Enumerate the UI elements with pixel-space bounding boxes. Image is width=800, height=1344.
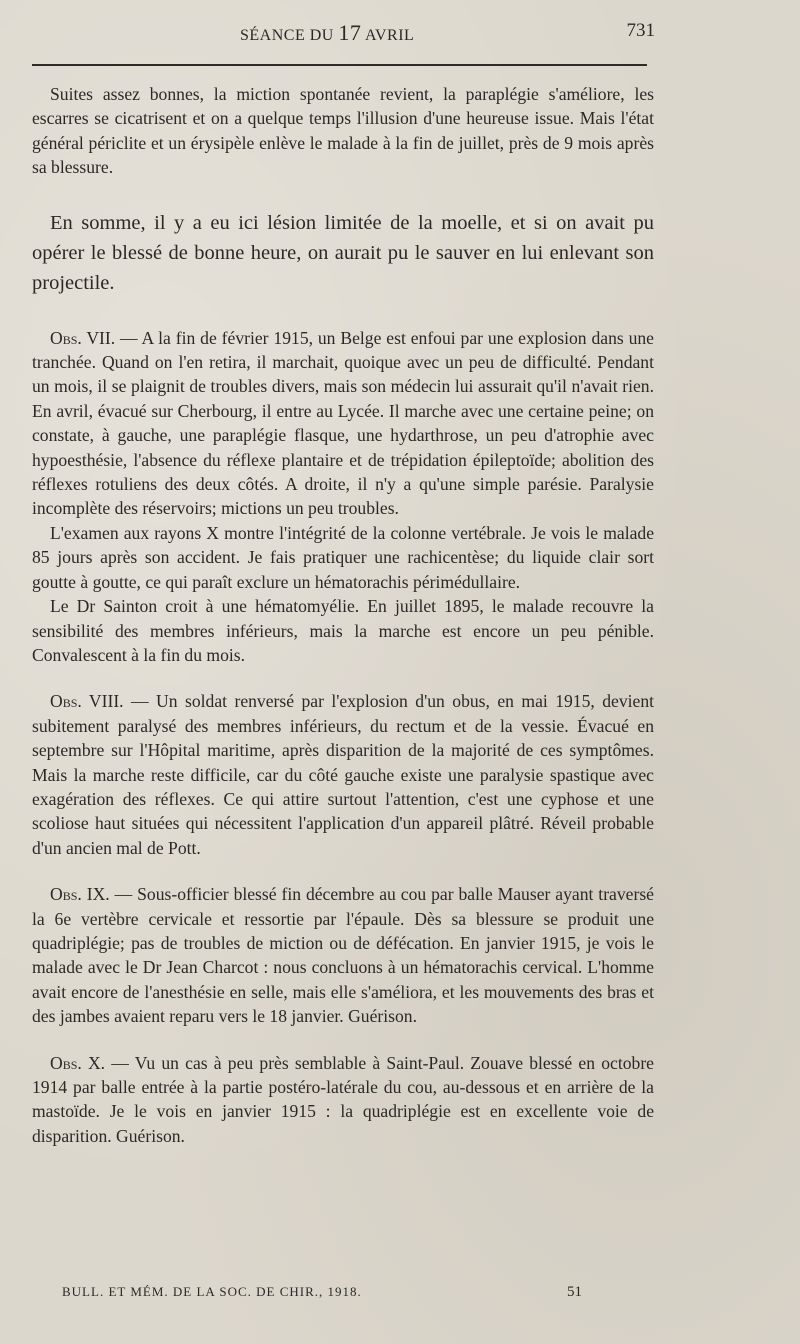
observation-vii-label: Obs. VII. [50,327,116,348]
paragraph-suites: Suites assez bonnes, la miction spontanée revient, la paraplégie s'améliore, les escarres se cicatrisent et on a quelque temps l'illusion d'une heureuse issue. Mais l'état général périclite et un érysipèle enlève le malade à la fin de juillet, près de 9 mois après sa blessure. [32,84,654,178]
observation-x-text: — Vu un cas à peu près semblable à Saint-Paul. Zouave blessé en octobre 1914 par balle entrée à la partie postéro-latérale du cou, au-dessous et en arrière de la mastoïde. Je le vois en janvier 1915 : la quadriplégie est en excellente voie de disparition. Guérison. [32,1052,654,1146]
page-number: 731 [626,20,655,41]
paragraph-en-somme: En somme, il y a eu ici lésion limitée de la moelle, et si on avait pu opérer le blessé de bonne heure, on aurait pu le sauver en lui enlevant son projectile. [32,211,654,294]
observation-vii-paragraph-2: L'examen aux rayons X montre l'intégrité de la colonne vertébrale. Je vois le malade 85 jours après son accident. Je fais pratiquer une rachicentèse; du liquide clair sort goutte à goutte, ce qui paraît exclure un hématorachis périmédullaire. [32,522,654,592]
header-title [240,20,414,46]
header-title-day: 17 [338,20,362,45]
observation-x [32,1051,654,1149]
observation-viii-text: — Un soldat renversé par l'explosion d'un obus, en mai 1915, devient subitement paralysé des membres inférieurs, du rectum et de la vessie. Évacué en septembre sur l'Hôpital maritime, après disparition de la majorité de ces symptômes. Mais la marche reste difficile, car du côté gauche existe une paralysie spastique avec exagération des réflexes. Ce qui attire surtout l'attention, c'est une cyphose et une scoliose haut situées qui nécessitent l'application d'un appareil plâtré. Réveil probable d'un ancien mal de Pott. [32,691,655,858]
observation-viii-label: Obs. VIII. [50,691,124,712]
observation-viii [32,689,654,860]
observation-ix-text: — Sous-officier blessé fin décembre au cou par balle Mauser ayant traversé la 6e vertèbre cervicale et ressortie par l'épaule. Dès sa blessure se produit une quadriplégie; pas de troubles de miction ou de défécation. En janvier 1915, je vois le malade avec le Dr Jean Charcot : nous concluons à un hématorachis cervical. L'homme avait encore de l'anesthésie en selle, mais elle s'améliora, et les mouvements des bras et des jambes avaient reparu vers le 18 janvier. Guérison. [32,884,654,1027]
footer-journal: BULL. ET MÉM. DE LA SOC. DE CHIR., 1918. [62,1284,362,1299]
observation-vii-text: — A la fin de février 1915, un Belge est enfoui par une explosion dans une tranchée. Quand on l'en retira, il marchait, quoique avec un peu de difficulté. Pendant un mois, il se plaignit de troubles divers, mais son médecin lui assurait qu'il n'avait rien. En avril, évacué sur Cherbourg, il entre au Lycée. Il marche avec une certaine peine; on constate, à gauche, une paraplégie flasque, une hydarthrose, un peu d'atrophie avec hypoesthésie, l'absence du réflexe plantaire et de trépidation épileptoïde; abolition des réflexes rotuliens des deux côtés. A droite, il n'y a qu'une simple parésie. Paralysie incomplète des réservoirs; mictions un peu troubles. [32,327,654,519]
observation-vii [32,326,654,521]
body-text [32,82,654,1148]
observation-ix-label: Obs. IX. [50,884,110,905]
header-rule [32,64,647,66]
observation-x-label: Obs. X. [50,1052,106,1073]
observation-ix [32,882,654,1028]
header-title-month: AVRIL [364,27,415,44]
page-footer [62,1284,582,1300]
footer-signature: 51 [567,1284,582,1300]
observation-vii-paragraph-3: Le Dr Sainton croit à une hématomyélie. En juillet 1895, le malade recouvre la sensibilité des membres inférieurs, mais la marche est encore un peu pénible. Convalescent à la fin du mois. [32,596,654,665]
header-title-prefix: SÉANCE DU [240,27,334,44]
running-header [30,18,655,48]
